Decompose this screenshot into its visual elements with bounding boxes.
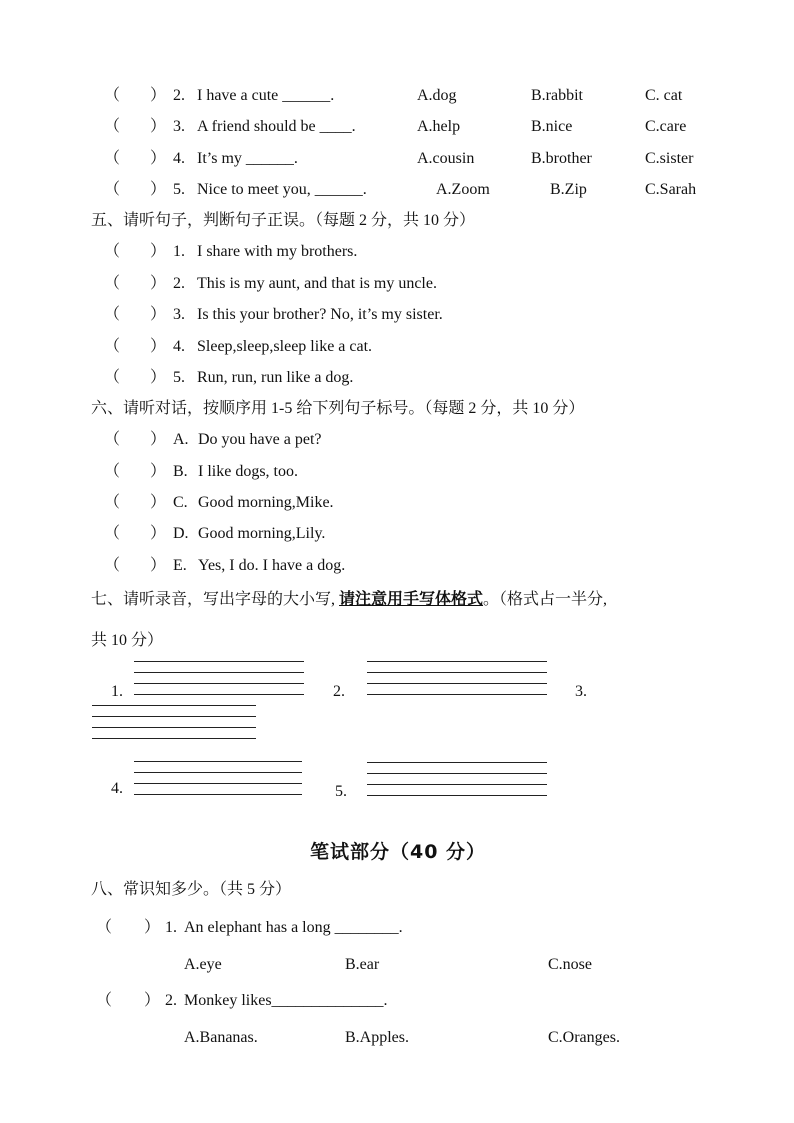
- s5-1-text: I share with my brothers.: [197, 243, 358, 260]
- q4-3-option-b[interactable]: B.nice: [531, 118, 573, 135]
- answer-paren-close: ）: [150, 306, 167, 323]
- s8-2-option-c[interactable]: C.Oranges.: [548, 1029, 620, 1046]
- s8-1-num: 1.: [165, 919, 177, 936]
- grid-label-2: 2.: [333, 683, 345, 700]
- answer-paren-close: ）: [150, 494, 167, 511]
- answer-paren-close: ）: [150, 275, 167, 292]
- answer-paren-open[interactable]: （: [104, 306, 121, 323]
- answer-paren-close: ）: [144, 919, 161, 936]
- s6-a-label: A.: [173, 431, 189, 448]
- q4-5-option-a[interactable]: A.Zoom: [436, 181, 490, 198]
- q4-2-option-a[interactable]: A.dog: [417, 87, 457, 104]
- answer-paren-close: ）: [150, 463, 167, 480]
- answer-paren-close: ）: [150, 431, 167, 448]
- q4-4-text: It’s my ______.: [197, 150, 298, 167]
- s8-2-option-a[interactable]: A.Bananas.: [184, 1029, 258, 1046]
- q4-5-text: Nice to meet you, ______.: [197, 181, 367, 198]
- s5-2-text: This is my aunt, and that is my uncle.: [197, 275, 437, 292]
- answer-paren-open[interactable]: （: [104, 369, 121, 386]
- section7-heading-part2: 。（格式占一半分,: [483, 591, 608, 608]
- answer-paren-open[interactable]: （: [104, 150, 121, 167]
- answer-paren-open[interactable]: （: [104, 463, 121, 480]
- grid-label-4: 4.: [111, 780, 123, 797]
- answer-paren-open[interactable]: （: [96, 992, 113, 1009]
- s8-2-num: 2.: [165, 992, 177, 1009]
- answer-paren-close: ）: [150, 369, 167, 386]
- s5-5-text: Run, run, run like a dog.: [197, 369, 354, 386]
- s5-4-text: Sleep,sleep,sleep like a cat.: [197, 338, 373, 355]
- q4-3-text: A friend should be ____.: [197, 118, 356, 135]
- s6-a-text: Do you have a pet?: [198, 431, 322, 448]
- section7-heading-part1: 七、请听录音，写出字母的大小写,: [91, 591, 340, 608]
- answer-paren-close: ）: [144, 992, 161, 1009]
- s6-e-label: E.: [173, 557, 187, 574]
- s8-2-option-b[interactable]: B.Apples.: [345, 1029, 409, 1046]
- s6-b-label: B.: [173, 463, 188, 480]
- answer-paren-open[interactable]: （: [104, 243, 121, 260]
- answer-paren-open[interactable]: （: [104, 431, 121, 448]
- section6-heading: 六、请听对话，按顺序用 1-5 给下列句子标号。（每题 2 分，共 10 分）: [91, 400, 585, 417]
- s8-1-option-c[interactable]: C.nose: [548, 956, 592, 973]
- answer-paren-open[interactable]: （: [96, 919, 113, 936]
- s5-1-num: 1.: [173, 243, 185, 260]
- q4-2-option-b[interactable]: B.rabbit: [531, 87, 583, 104]
- s5-3-text: Is this your brother? No, it’s my sister.: [197, 306, 443, 323]
- s8-1-option-b[interactable]: B.ear: [345, 956, 380, 973]
- s6-e-text: Yes, I do. I have a dog.: [198, 557, 346, 574]
- q4-3-num: 3.: [173, 118, 185, 135]
- answer-paren-open[interactable]: （: [104, 87, 121, 104]
- section7-heading-line2: 共 10 分）: [91, 632, 164, 649]
- answer-paren-close: ）: [150, 557, 167, 574]
- q4-5-num: 5.: [173, 181, 185, 198]
- q4-4-option-b[interactable]: B.brother: [531, 150, 592, 167]
- answer-paren-close: ）: [150, 525, 167, 542]
- s5-3-num: 3.: [173, 306, 185, 323]
- q4-5-option-b[interactable]: B.Zip: [550, 181, 587, 198]
- s8-1-option-a[interactable]: A.eye: [184, 956, 222, 973]
- q4-3-option-c[interactable]: C.care: [645, 118, 687, 135]
- answer-paren-open[interactable]: （: [104, 181, 121, 198]
- s5-5-num: 5.: [173, 369, 185, 386]
- q4-3-option-a[interactable]: A.help: [417, 118, 461, 135]
- answer-paren-close: ）: [150, 181, 167, 198]
- answer-paren-open[interactable]: （: [104, 338, 121, 355]
- grid-label-3: 3.: [575, 683, 587, 700]
- written-part-title: 笔试部分（40 分）: [310, 841, 487, 863]
- s8-2-text: Monkey likes______________.: [184, 992, 388, 1009]
- section5-heading: 五、请听句子，判断句子正误。（每题 2 分，共 10 分）: [91, 212, 476, 229]
- s6-c-label: C.: [173, 494, 188, 511]
- s5-2-num: 2.: [173, 275, 185, 292]
- grid-label-1: 1.: [111, 683, 123, 700]
- q4-2-option-c[interactable]: C. cat: [645, 87, 683, 104]
- section8-heading: 八、常识知多少。（共 5 分）: [91, 881, 292, 898]
- answer-paren-open[interactable]: （: [104, 118, 121, 135]
- s6-c-text: Good morning,Mike.: [198, 494, 334, 511]
- answer-paren-open[interactable]: （: [104, 557, 121, 574]
- s5-4-num: 4.: [173, 338, 185, 355]
- answer-paren-close: ）: [150, 87, 167, 104]
- answer-paren-close: ）: [150, 338, 167, 355]
- section7-heading: [91, 590, 607, 610]
- q4-4-num: 4.: [173, 150, 185, 167]
- s6-d-text: Good morning,Lily.: [198, 525, 326, 542]
- grid-label-5: 5.: [335, 783, 347, 800]
- q4-4-option-c[interactable]: C.sister: [645, 150, 694, 167]
- s6-b-text: I like dogs, too.: [198, 463, 298, 480]
- q4-5-option-c[interactable]: C.Sarah: [645, 181, 697, 198]
- answer-paren-open[interactable]: （: [104, 525, 121, 542]
- answer-paren-open[interactable]: （: [104, 275, 121, 292]
- answer-paren-open[interactable]: （: [104, 494, 121, 511]
- section7-heading-emphasis: 请注意用手写体格式: [339, 591, 484, 608]
- s8-1-text: An elephant has a long ________.: [184, 919, 403, 936]
- answer-paren-close: ）: [150, 118, 167, 135]
- q4-4-option-a[interactable]: A.cousin: [417, 150, 475, 167]
- answer-paren-close: ）: [150, 243, 167, 260]
- s6-d-label: D.: [173, 525, 189, 542]
- answer-paren-close: ）: [150, 150, 167, 167]
- q4-2-text: I have a cute ______.: [197, 87, 335, 104]
- q4-2-num: 2.: [173, 87, 185, 104]
